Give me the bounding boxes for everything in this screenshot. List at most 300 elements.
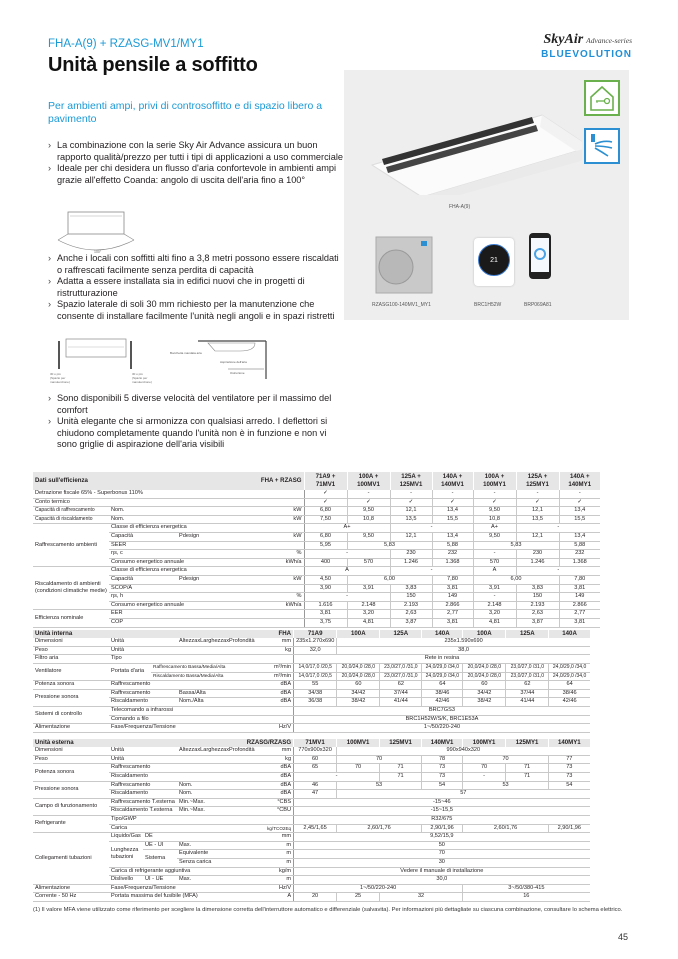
table-cell bbox=[267, 584, 304, 593]
remote-caption: BRC1H52W bbox=[474, 302, 502, 308]
table-cell: 71 bbox=[380, 764, 422, 773]
table-cell: 150 bbox=[516, 593, 559, 602]
table-cell: 1.368 bbox=[559, 558, 600, 567]
table-cell: 3,81 bbox=[432, 584, 473, 593]
table-cell: kg bbox=[257, 646, 294, 655]
table-row bbox=[33, 833, 590, 842]
table-cell: Max. bbox=[177, 841, 257, 850]
table-row bbox=[33, 893, 590, 902]
table-cell: - bbox=[473, 593, 516, 602]
table-cell: Nom. bbox=[177, 790, 257, 799]
table-header bbox=[33, 630, 590, 638]
table-row bbox=[33, 507, 600, 516]
table-row bbox=[33, 619, 600, 628]
table-cell: 12,1 bbox=[516, 533, 559, 542]
table-row bbox=[33, 724, 590, 733]
table-cell: 41/44 bbox=[380, 698, 422, 707]
table-cell: Portata massima del fusibile (MFA) bbox=[109, 893, 257, 902]
table-cell: 24,0/29,0 /34,0 bbox=[549, 672, 590, 681]
table-cell: 7,80 bbox=[559, 576, 600, 585]
outdoor-unit-table bbox=[33, 739, 590, 902]
table-cell: Hz/V bbox=[257, 724, 294, 733]
logo-line: BLUEVOLUTION bbox=[541, 49, 632, 60]
table-cell: Dimensioni bbox=[33, 747, 109, 755]
subtitle: Per ambienti ampi, privi di controsoffitto e di spazio libero a pavimento bbox=[48, 100, 323, 125]
table-cell: m³/min bbox=[257, 672, 294, 681]
table-cell: % bbox=[267, 550, 304, 559]
table-cell: Dislivello bbox=[109, 876, 143, 885]
page-number: 45 bbox=[618, 932, 629, 942]
table-cell: - bbox=[390, 490, 432, 498]
table-cell: 77 bbox=[549, 755, 590, 764]
table-cell: 3,81 bbox=[304, 610, 347, 619]
table-cell: 15,5 bbox=[432, 515, 473, 524]
table-cell: Alimentazione bbox=[33, 724, 109, 733]
table-cell: 9,52/15,9 bbox=[294, 833, 590, 842]
table-cell bbox=[257, 707, 294, 716]
table-cell: Dati sull'efficienza bbox=[33, 472, 237, 490]
table-cell: 60 bbox=[463, 681, 506, 690]
table-cell: 14,0/17,0 /20,5 bbox=[294, 672, 337, 681]
table-cell: °CBU bbox=[257, 807, 294, 816]
table-cell: ✓ bbox=[516, 498, 559, 507]
table-row bbox=[33, 867, 590, 876]
table-cell: 20,0/24,0 /28,0 bbox=[463, 672, 506, 681]
table-cell: 10,8 bbox=[347, 515, 390, 524]
table-cell: - bbox=[516, 524, 600, 533]
cell-text: Raffrescamento bbox=[111, 798, 151, 805]
table-cell: AltezzaxLarghezzaxProfondità bbox=[177, 747, 257, 755]
table-cell: Nom./Alta bbox=[177, 698, 257, 707]
table-cell: 38/46 bbox=[422, 689, 463, 698]
table-cell: UE - UI bbox=[143, 841, 177, 850]
table-cell: 2,77 bbox=[559, 610, 600, 619]
table-cell: 2,77 bbox=[432, 610, 473, 619]
table-cell bbox=[109, 807, 177, 816]
table-cell: 3,20 bbox=[473, 610, 516, 619]
table-row bbox=[33, 707, 590, 716]
table-cell: Riscaldamento bbox=[109, 773, 257, 782]
table-cell: 71A9 + 71MV1 bbox=[304, 472, 347, 490]
table-cell: DE bbox=[143, 833, 257, 842]
table-cell bbox=[267, 619, 304, 628]
table-cell: Unità bbox=[109, 755, 257, 764]
table-cell: 125MY1 bbox=[506, 739, 549, 747]
table-cell: 5,83 bbox=[473, 541, 559, 550]
table-cell: BRC1H52W/S/K, BRC1E53A bbox=[294, 715, 590, 724]
table-row bbox=[33, 541, 600, 550]
table-cell: Tipo/GWP bbox=[109, 816, 257, 825]
table-cell: 100A + 100MV1 bbox=[347, 472, 390, 490]
table-cell: Raffrescamento bbox=[109, 764, 257, 773]
table-cell: Senza carica bbox=[177, 859, 257, 868]
table-cell: 70 bbox=[337, 764, 380, 773]
table-cell bbox=[109, 798, 177, 807]
table-cell: dBA bbox=[257, 773, 294, 782]
table-cell: 24,0/29,0 /34,0 bbox=[549, 664, 590, 673]
table-cell: Consumo energetico annuale bbox=[109, 601, 267, 610]
cell-text: Riscaldamento bbox=[153, 673, 185, 679]
table-row bbox=[33, 584, 600, 593]
table-row bbox=[33, 567, 600, 576]
table-cell: Fase/Frequenza/Tensione bbox=[109, 724, 257, 733]
table-cell: 2,60/1,76 bbox=[337, 824, 422, 833]
table-row bbox=[33, 638, 590, 646]
table-cell: Campo di funzionamento bbox=[33, 798, 109, 815]
table-cell: - bbox=[432, 490, 473, 498]
table-cell: Raffrescamento bbox=[109, 689, 177, 698]
table-row bbox=[33, 664, 590, 673]
feature-item: › Spazio laterale di soli 30 mm richiesto per la manutenzione che consente di installare facilmente l'unità negli angoli e in spazi ristretti bbox=[48, 299, 343, 322]
table-cell: 32 bbox=[380, 893, 463, 902]
table-row bbox=[33, 498, 600, 507]
table-cell: Capacità bbox=[109, 576, 177, 585]
table-cell: 100A + 100MY1 bbox=[473, 472, 516, 490]
table-row bbox=[33, 681, 590, 690]
table-cell: 70 bbox=[337, 755, 422, 764]
table-cell: -15~46 bbox=[294, 798, 590, 807]
table-cell: Tipo bbox=[109, 655, 257, 664]
table-cell: 12,1 bbox=[516, 507, 559, 516]
table-cell: 15,5 bbox=[559, 515, 600, 524]
table-cell: Lunghezza tubazioni bbox=[109, 841, 143, 867]
table-cell: 38,0 bbox=[337, 646, 590, 655]
table-cell: 70 bbox=[294, 850, 590, 859]
table-cell: 230 bbox=[516, 550, 559, 559]
table-cell: - bbox=[473, 550, 516, 559]
table-row bbox=[33, 593, 600, 602]
table-cell: 100MV1 bbox=[337, 739, 380, 747]
table-cell: 400 bbox=[304, 558, 347, 567]
table-cell: - bbox=[463, 773, 506, 782]
table-cell: 3,81 bbox=[559, 584, 600, 593]
table-cell: 73 bbox=[422, 764, 463, 773]
table-cell: 2,63 bbox=[390, 610, 432, 619]
table-cell: 235x1.270x690 bbox=[294, 638, 337, 646]
feature-item: › Unità elegante che si armonizza con qualsiasi arredo. I deflettori si chiudono completamente quando l'unità non è in funzione e non vi sono griglie di aspirazione dell'aria visibili bbox=[48, 416, 343, 451]
table-cell: 125A bbox=[380, 630, 422, 638]
table-cell: 24,0/29,0 /34,0 bbox=[422, 672, 463, 681]
table-row bbox=[33, 755, 590, 764]
table-cell: 14,0/17,0 /20,5 bbox=[294, 664, 337, 673]
table-cell: 4,81 bbox=[473, 619, 516, 628]
table-cell: 62 bbox=[506, 681, 549, 690]
table-cell: Capacità di raffrescamento bbox=[33, 507, 109, 516]
coanda-airflow-icon bbox=[584, 128, 620, 164]
table-cell: - bbox=[559, 490, 600, 498]
table-cell: A bbox=[304, 567, 390, 576]
table-cell: 2.866 bbox=[432, 601, 473, 610]
table-cell: Capacità bbox=[109, 533, 177, 542]
table-cell: dBA bbox=[257, 698, 294, 707]
table-cell: Classe di efficienza energetica bbox=[109, 524, 267, 533]
table-cell: kW bbox=[267, 576, 304, 585]
smartphone-app-image bbox=[529, 233, 551, 279]
table-cell: kWh/a bbox=[267, 558, 304, 567]
table-cell: 6,80 bbox=[304, 507, 347, 516]
table-cell: 770x900x320 bbox=[294, 747, 337, 755]
table-cell: dBA bbox=[257, 764, 294, 773]
table-cell: 46 bbox=[294, 781, 337, 790]
table-cell: 3,87 bbox=[390, 619, 432, 628]
table-cell: Min.~Max. bbox=[177, 807, 257, 816]
table-cell: 150 bbox=[390, 593, 432, 602]
service-space-diagram bbox=[50, 337, 275, 390]
cell-text: Bassa/Media/Alta bbox=[188, 665, 226, 671]
table-cell: 5,88 bbox=[559, 541, 600, 550]
svg-text:30 o più: 30 o più bbox=[132, 372, 143, 376]
app-caption: BRP069A81 bbox=[524, 302, 552, 308]
table-cell: Capacità di riscaldamento bbox=[33, 515, 109, 524]
remote-controller-image bbox=[474, 238, 514, 286]
table-cell: Riscaldamento bbox=[109, 698, 177, 707]
table-cell: 2.148 bbox=[347, 601, 390, 610]
table-cell: - bbox=[473, 490, 516, 498]
table-cell: 2,45/1,65 bbox=[294, 824, 337, 833]
cell-text: Riscaldamento bbox=[111, 807, 148, 814]
feature-item: › Ideale per chi desidera un flusso d'aria confortevole in ambienti ampi grazie all'effetto Coanda: angolo di uscita dell'aria fino a 100° bbox=[48, 163, 343, 186]
table-cell: 62 bbox=[380, 681, 422, 690]
table-cell: 12,1 bbox=[390, 507, 432, 516]
table-cell: 42/46 bbox=[549, 698, 590, 707]
table-row bbox=[33, 655, 590, 664]
table-cell: 10,8 bbox=[473, 515, 516, 524]
table-cell: 232 bbox=[432, 550, 473, 559]
table-cell: Unità bbox=[109, 747, 177, 755]
svg-text:(Spazio per: (Spazio per bbox=[132, 376, 148, 380]
table-cell: 6,00 bbox=[473, 576, 559, 585]
table-cell bbox=[267, 541, 304, 550]
angle-label: 100° bbox=[94, 250, 102, 254]
table-cell: m³/min bbox=[257, 664, 294, 673]
table-cell bbox=[257, 816, 294, 825]
table-cell: Rete in resina bbox=[294, 655, 590, 664]
feature-item: › Sono disponibili 5 diverse velocità del ventilatore per il massimo del comfort bbox=[48, 393, 343, 416]
table-cell: 140MY1 bbox=[549, 739, 590, 747]
table-row bbox=[33, 610, 600, 619]
table-cell: dBA bbox=[257, 781, 294, 790]
table-cell: Min.~Max. bbox=[177, 798, 257, 807]
logo-brand: SkyAir bbox=[543, 32, 584, 47]
table-cell: 7,80 bbox=[432, 576, 473, 585]
table-cell: 73 bbox=[549, 764, 590, 773]
table-cell: 4,50 bbox=[304, 576, 347, 585]
svg-text:(Spazio per: (Spazio per bbox=[50, 376, 66, 380]
table-cell: 37/44 bbox=[380, 689, 422, 698]
table-cell: 73 bbox=[422, 773, 463, 782]
table-row bbox=[33, 558, 600, 567]
table-cell: Max. bbox=[177, 876, 257, 885]
table-cell: Carica di refrigerante aggiuntiva bbox=[109, 867, 257, 876]
table-cell: ✓ bbox=[432, 498, 473, 507]
table-cell: 78 bbox=[422, 755, 463, 764]
table-cell: 5,88 bbox=[432, 541, 473, 550]
table-cell bbox=[257, 655, 294, 664]
table-cell: Pdesign bbox=[177, 576, 267, 585]
table-cell: 23,0/27,0 /31,0 bbox=[506, 664, 549, 673]
table-cell: ηs, h bbox=[109, 593, 267, 602]
table-cell: 23,0/27,0 /31,0 bbox=[506, 672, 549, 681]
table-cell: 13,5 bbox=[516, 515, 559, 524]
table-cell: 60 bbox=[294, 755, 337, 764]
table-cell: 140A + 140MV1 bbox=[432, 472, 473, 490]
table-cell bbox=[151, 664, 257, 673]
table-cell: 100A bbox=[463, 630, 506, 638]
table-cell: - bbox=[294, 773, 380, 782]
table-cell: 6,80 bbox=[304, 533, 347, 542]
table-cell: A+ bbox=[473, 524, 516, 533]
table-cell: 30 bbox=[294, 859, 590, 868]
table-cell: 50 bbox=[294, 841, 590, 850]
table-cell: 125A + 125MY1 bbox=[516, 472, 559, 490]
table-cell: Portata d'aria bbox=[109, 664, 151, 681]
home-key-icon bbox=[584, 80, 620, 116]
table-row bbox=[33, 698, 590, 707]
table-cell: 6,00 bbox=[347, 576, 432, 585]
table-cell: 3,81 bbox=[559, 619, 600, 628]
table-cell: - bbox=[347, 490, 390, 498]
table-cell: 70 bbox=[463, 755, 549, 764]
table-cell: 100MY1 bbox=[463, 739, 506, 747]
table-cell: - bbox=[304, 593, 390, 602]
table-row bbox=[33, 781, 590, 790]
table-cell: 23,0/27,0 /31,0 bbox=[380, 672, 422, 681]
table-cell: kW bbox=[267, 533, 304, 542]
table-cell: 71 bbox=[380, 773, 422, 782]
table-cell: Ventilatore bbox=[33, 664, 109, 681]
table-cell bbox=[267, 567, 304, 576]
table-cell: 13,5 bbox=[390, 515, 432, 524]
table-cell: 9,50 bbox=[347, 507, 390, 516]
table-cell: 53 bbox=[463, 781, 549, 790]
table-cell: 71A9 bbox=[294, 630, 337, 638]
table-cell: kW bbox=[267, 507, 304, 516]
table-cell: kg/m bbox=[257, 867, 294, 876]
table-cell: 3,83 bbox=[390, 584, 432, 593]
table-cell: Sistema bbox=[143, 850, 177, 867]
table-cell: ηs, c bbox=[109, 550, 267, 559]
table-cell: Conto termico bbox=[33, 498, 304, 507]
table-cell: Dimensioni bbox=[33, 638, 109, 646]
table-cell: 990x940x320 bbox=[337, 747, 590, 755]
table-cell: 73 bbox=[549, 773, 590, 782]
table-cell: 9,50 bbox=[473, 507, 516, 516]
table-cell: kg bbox=[257, 755, 294, 764]
table-cell: 7,50 bbox=[304, 515, 347, 524]
table-row bbox=[33, 747, 590, 755]
table-cell: 25 bbox=[337, 893, 380, 902]
table-cell: Peso bbox=[33, 755, 109, 764]
table-cell: Raffrescamento ambienti bbox=[33, 524, 109, 567]
feature-list-2 bbox=[48, 253, 343, 323]
table-cell: Pressione sonora bbox=[33, 781, 109, 798]
table-cell: 570 bbox=[473, 558, 516, 567]
table-cell: 2,90/1,96 bbox=[549, 824, 590, 833]
table-cell: 5,83 bbox=[347, 541, 432, 550]
table-cell: 13,4 bbox=[559, 533, 600, 542]
table-cell: - bbox=[390, 524, 473, 533]
table-cell: ✓ bbox=[347, 498, 390, 507]
table-cell: 570 bbox=[347, 558, 390, 567]
table-cell: Nom. bbox=[109, 515, 267, 524]
feature-item: › Adatta a essere installata sia in edifici nuovi che in progetti di ristrutturazione bbox=[48, 276, 343, 299]
table-cell: dBA bbox=[257, 689, 294, 698]
table-cell: 140A bbox=[422, 630, 463, 638]
table-cell: mm bbox=[257, 638, 294, 646]
table-cell: mm bbox=[257, 833, 294, 842]
logo-series: Advance-series bbox=[586, 36, 632, 45]
table-cell: Potenza sonora bbox=[33, 681, 109, 690]
table-cell: 20,0/24,0 /28,0 bbox=[337, 672, 380, 681]
table-row bbox=[33, 773, 590, 782]
table-cell: RZASG/RZASG bbox=[177, 739, 294, 747]
table-cell: 32,0 bbox=[294, 646, 337, 655]
table-cell: 3,87 bbox=[516, 619, 559, 628]
table-cell: 60 bbox=[337, 681, 380, 690]
table-cell: 54 bbox=[422, 781, 463, 790]
table-cell: 16 bbox=[463, 893, 590, 902]
cell-text: Raffrescamento bbox=[153, 665, 187, 671]
table-cell: 13,4 bbox=[432, 507, 473, 516]
table-cell: Raffrescamento bbox=[109, 781, 177, 790]
feature-item: › La combinazione con la serie Sky Air Advance assicura un buon rapporto qualità/prezzo per tutti i tipi di applicazioni a uso commerciale bbox=[48, 140, 343, 163]
table-row bbox=[33, 533, 600, 542]
feature-list-1 bbox=[48, 140, 343, 186]
table-cell: 64 bbox=[422, 681, 463, 690]
table-cell: 2,63 bbox=[516, 610, 559, 619]
table-cell: Riscaldamento bbox=[109, 790, 177, 799]
table-cell: 3,75 bbox=[304, 619, 347, 628]
table-cell: Unità esterna bbox=[33, 739, 177, 747]
table-cell: Vedere il manuale di installazione bbox=[294, 867, 590, 876]
table-cell: 1.246 bbox=[390, 558, 432, 567]
table-row bbox=[33, 646, 590, 655]
remote-display: 21 bbox=[478, 244, 510, 276]
table-cell: R32/675 bbox=[294, 816, 590, 825]
table-cell: ✓ bbox=[304, 490, 347, 498]
table-cell: 71 bbox=[506, 773, 549, 782]
table-cell: kWh/a bbox=[267, 601, 304, 610]
table-cell: 38/46 bbox=[549, 689, 590, 698]
table-row bbox=[33, 807, 590, 816]
table-cell: Hz/V bbox=[257, 884, 294, 893]
table-cell: m bbox=[257, 876, 294, 885]
table-cell: -15~15,5 bbox=[294, 807, 590, 816]
table-cell: EER bbox=[109, 610, 267, 619]
table-cell: 140A bbox=[549, 630, 590, 638]
table-cell: 2.866 bbox=[559, 601, 600, 610]
table-cell: 64 bbox=[549, 681, 590, 690]
svg-text:30 o più: 30 o più bbox=[50, 372, 61, 376]
table-cell: Potenza sonora bbox=[33, 764, 109, 781]
table-cell: Fase/Frequenza/Tensione bbox=[109, 884, 257, 893]
table-row bbox=[33, 884, 590, 893]
feature-item: › Anche i locali con soffitti alti fino a 3,8 metri possono essere riscaldati o raffrescati facilmente senza perdita di capacità bbox=[48, 253, 343, 276]
svg-text:manutenzione): manutenzione) bbox=[50, 380, 70, 384]
table-cell: 1.246 bbox=[516, 558, 559, 567]
table-cell: Detrazione fiscale 65% - Superbonus 110% bbox=[33, 490, 304, 498]
table-cell: 47 bbox=[294, 790, 337, 799]
table-cell: COP bbox=[109, 619, 267, 628]
table-cell: 2,60/1,76 bbox=[463, 824, 549, 833]
table-cell: dBA bbox=[257, 681, 294, 690]
table-cell bbox=[151, 672, 257, 681]
table-cell: Raffrescamento bbox=[109, 681, 257, 690]
table-cell: Comando a filo bbox=[109, 715, 257, 724]
table-cell: Unità bbox=[109, 638, 177, 646]
table-cell: 100A bbox=[337, 630, 380, 638]
airflow-angle-diagram bbox=[54, 210, 139, 254]
